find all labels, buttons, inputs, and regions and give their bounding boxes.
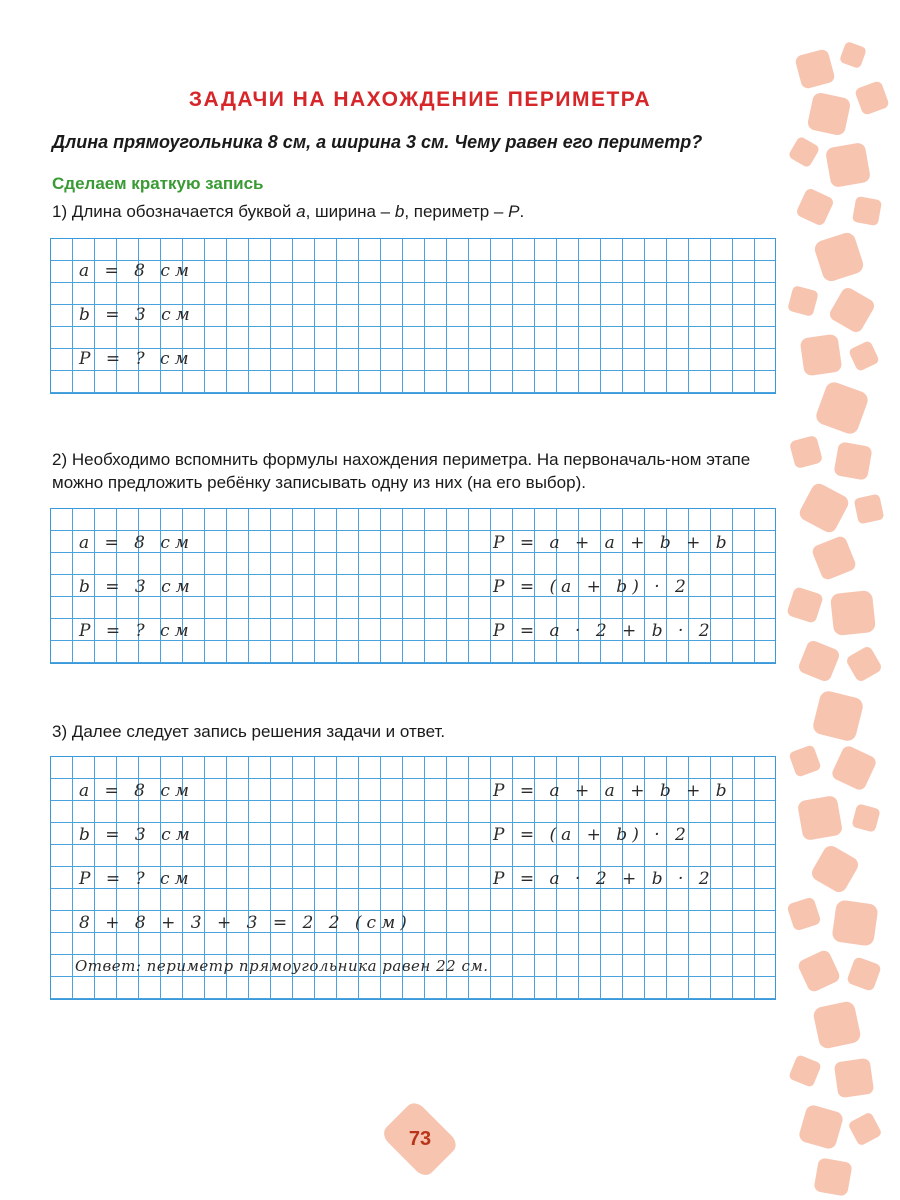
variable-a: a <box>296 202 306 221</box>
grid1-line-b: b = 3 см <box>79 305 195 325</box>
grid2-line-p: P = ? см <box>79 621 194 641</box>
grid2-line-b: b = 3 см <box>79 577 195 597</box>
step-1-mid-2: , периметр – <box>404 202 509 221</box>
variable-b: b <box>394 202 405 221</box>
problem-statement: Длина прямоугольника 8 см, а ширина 3 см. Чему равен его периметр? <box>52 132 703 152</box>
grid2-formula-1: P = a + a + b + b <box>493 533 732 553</box>
grid3-formula-3: P = a · 2 + b · 2 <box>493 869 715 889</box>
step-1-text <box>52 200 792 223</box>
page-title: ЗАДАЧИ НА НАХОЖДЕНИЕ ПЕРИМЕТРА <box>188 88 652 111</box>
grid3-formula-2: P = (a + b) · 2 <box>493 825 691 845</box>
grid3-line-a: a = 8 см <box>79 781 195 801</box>
page-number: 73 <box>408 1128 432 1150</box>
grid2-formula-3: P = a · 2 + b · 2 <box>493 621 715 641</box>
grid1-line-p: P = ? см <box>79 349 194 369</box>
section-subheading: Сделаем краткую запись <box>52 174 264 193</box>
grid2-formula-2: P = (a + b) · 2 <box>493 577 691 597</box>
variable-p: P <box>508 202 520 221</box>
step-1-mid-1: , ширина – <box>305 202 395 221</box>
step-2-text: 2) Необходимо вспомнить формулы нахождения периметра. На первоначаль-ном этапе можно предложить ребёнку записывать одну из них (на его выбор). <box>52 450 751 492</box>
grid-notebook-1 <box>50 238 776 394</box>
step-1-prefix: 1) Длина обозначается буквой <box>52 202 297 221</box>
decorative-stones-border <box>780 0 900 1200</box>
grid3-solution: 8 + 8 + 3 + 3 = 2 2 (см) <box>79 913 412 933</box>
grid3-line-b: b = 3 см <box>79 825 195 845</box>
grid-notebook-3 <box>50 756 776 1000</box>
grid3-line-p: P = ? см <box>79 869 194 889</box>
step-1-end: . <box>519 202 525 221</box>
grid3-answer: Ответ: периметр прямоугольника равен 22 см. <box>75 957 489 975</box>
grid3-formula-1: P = a + a + b + b <box>493 781 732 801</box>
grid-notebook-2 <box>50 508 776 664</box>
grid2-line-a: a = 8 см <box>79 533 195 553</box>
step-3-text: 3) Далее следует запись решения задачи и ответ. <box>52 722 446 741</box>
grid1-line-a: a = 8 см <box>79 261 195 281</box>
